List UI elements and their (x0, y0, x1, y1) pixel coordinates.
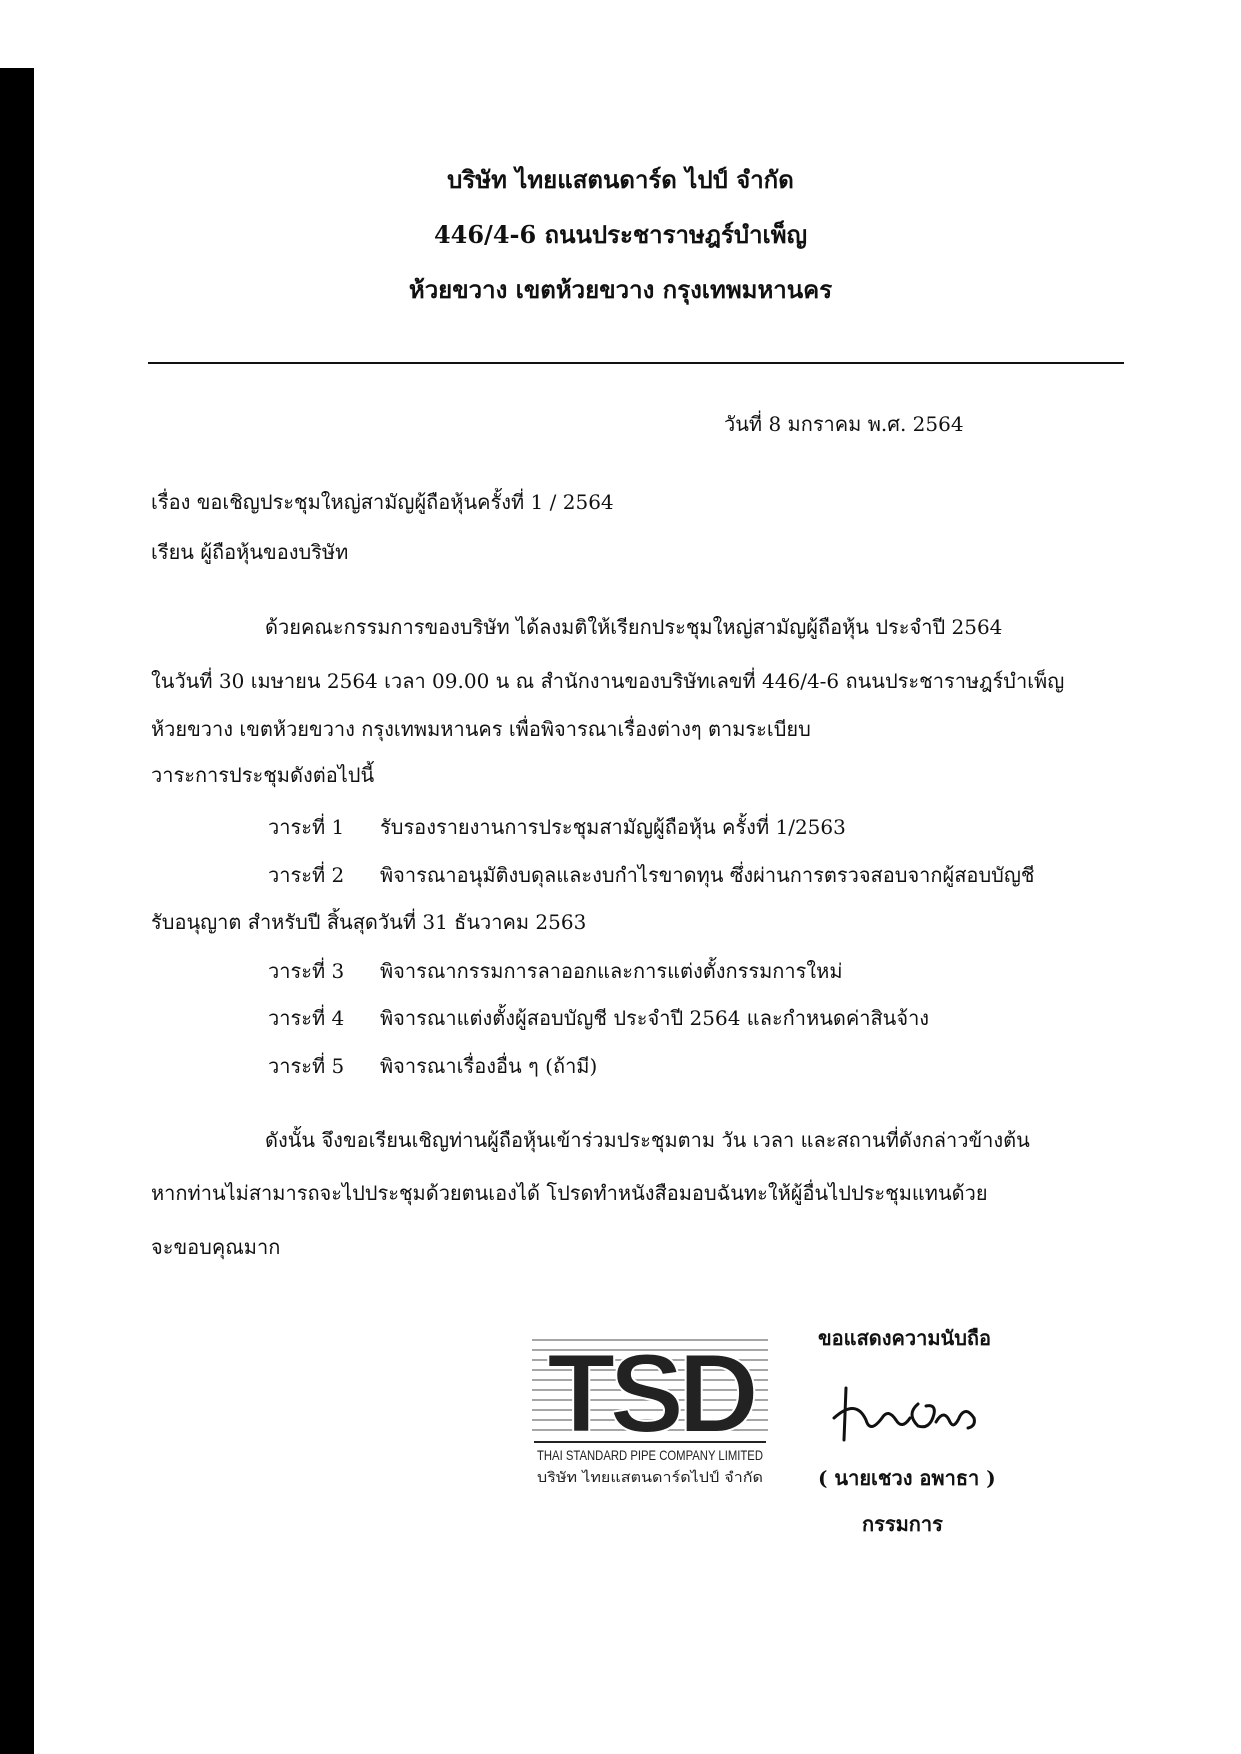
tsd-logo-icon (532, 1330, 768, 1488)
signatory-title: กรรมการ (862, 1512, 943, 1536)
body-line-2: ในวันที่ 30 เมษายน 2564 เวลา 09.00 น ณ สำนักงานของบริษัทเลขที่ 446/4-6 ถนนประชาราษฎร์บำเพ็ญ (151, 669, 1065, 693)
closing-line-3: จะขอบคุณมาก (151, 1235, 281, 1259)
agenda-text: รับรองรายงานการประชุมสามัญผู้ถือหุ้น ครั้งที่ 1/2563 (380, 815, 846, 839)
agenda-number: วาระที่ 3 (268, 959, 345, 983)
subject-line: เรื่อง ขอเชิญประชุมใหญ่สามัญผู้ถือหุ้นครั้งที่ 1 / 2564 (151, 490, 614, 514)
svg-text:บริษัท ไทยแสตนดาร์ดไปป์ จำกัด: บริษัท ไทยแสตนดาร์ดไปป์ จำกัด (537, 1470, 734, 1486)
closing-line-1: ดังนั้น จึงขอเรียนเชิญท่านผู้ถือหุ้นเข้าร่วมประชุมตาม วัน เวลา และสถานที่ดังกล่าวข้างต้น (265, 1128, 1030, 1152)
svg-text:THAI STANDARD PIPE COMPANY LIM: THAI STANDARD PIPE COMPANY LIMITED (537, 1447, 763, 1463)
agenda-number: วาระที่ 1 (268, 815, 345, 839)
agenda-text: พิจารณาแต่งตั้งผู้สอบบัญชี ประจำปี 2564 และกำหนดค่าสินจ้าง (380, 1006, 930, 1030)
company-logo (532, 1330, 768, 1488)
addressee-line: เรียน ผู้ถือหุ้นของบริษัท (151, 540, 349, 564)
body-line-3: ห้วยขวาง เขตห้วยขวาง กรุงเทพมหานคร เพื่อพิจารณาเรื่องต่างๆ ตามระเบียบ (151, 717, 811, 741)
body-line-4: วาระการประชุมดังต่อไปนี้ (151, 763, 375, 787)
scan-edge (0, 68, 34, 1754)
signature-icon (826, 1378, 986, 1448)
closing-line-2: หากท่านไม่สามารถจะไปประชุมด้วยตนเองได้ โปรดทำหนังสือมอบฉันทะให้ผู้อื่นไปประชุมแทนด้วย (151, 1181, 988, 1205)
agenda-text: พิจารณากรรมการลาออกและการแต่งตั้งกรรมการใหม่ (380, 959, 843, 983)
company-address-line2: ห้วยขวาง เขตห้วยขวาง กรุงเทพมหานคร (408, 275, 833, 304)
agenda-number: วาระที่ 4 (268, 1006, 345, 1030)
agenda-number: วาระที่ 2 (268, 863, 345, 887)
company-address-line1: 446/4-6 ถนนประชาราษฎร์บำเพ็ญ (433, 220, 808, 249)
svg-text:TSD: TSD (547, 1331, 753, 1456)
letter-date: วันที่ 8 มกราคม พ.ศ. 2564 (724, 412, 964, 436)
signatory-name: ( นายเชวง อพาธา ) (818, 1466, 996, 1490)
regards-text: ขอแสดงความนับถือ (818, 1326, 992, 1350)
agenda-text: พิจารณาอนุมัติงบดุลและงบกำไรขาดทุน ซึ่งผ่านการตรวจสอบจากผู้สอบบัญชี (380, 863, 1035, 887)
company-name: บริษัท ไทยแสตนดาร์ด ไปป์ จำกัด (447, 165, 794, 194)
handwritten-signature (826, 1378, 986, 1448)
agenda-number: วาระที่ 5 (268, 1054, 345, 1078)
header-divider (148, 362, 1124, 364)
body-line-1: ด้วยคณะกรรมการของบริษัท ได้ลงมติให้เรียกประชุมใหญ่สามัญผู้ถือหุ้น ประจำปี 2564 (265, 615, 1003, 639)
agenda-text: พิจารณาเรื่องอื่น ๆ (ถ้ามี) (380, 1054, 598, 1078)
agenda-text-continuation: รับอนุญาต สำหรับปี สิ้นสุดวันที่ 31 ธันวาคม 2563 (151, 910, 587, 934)
